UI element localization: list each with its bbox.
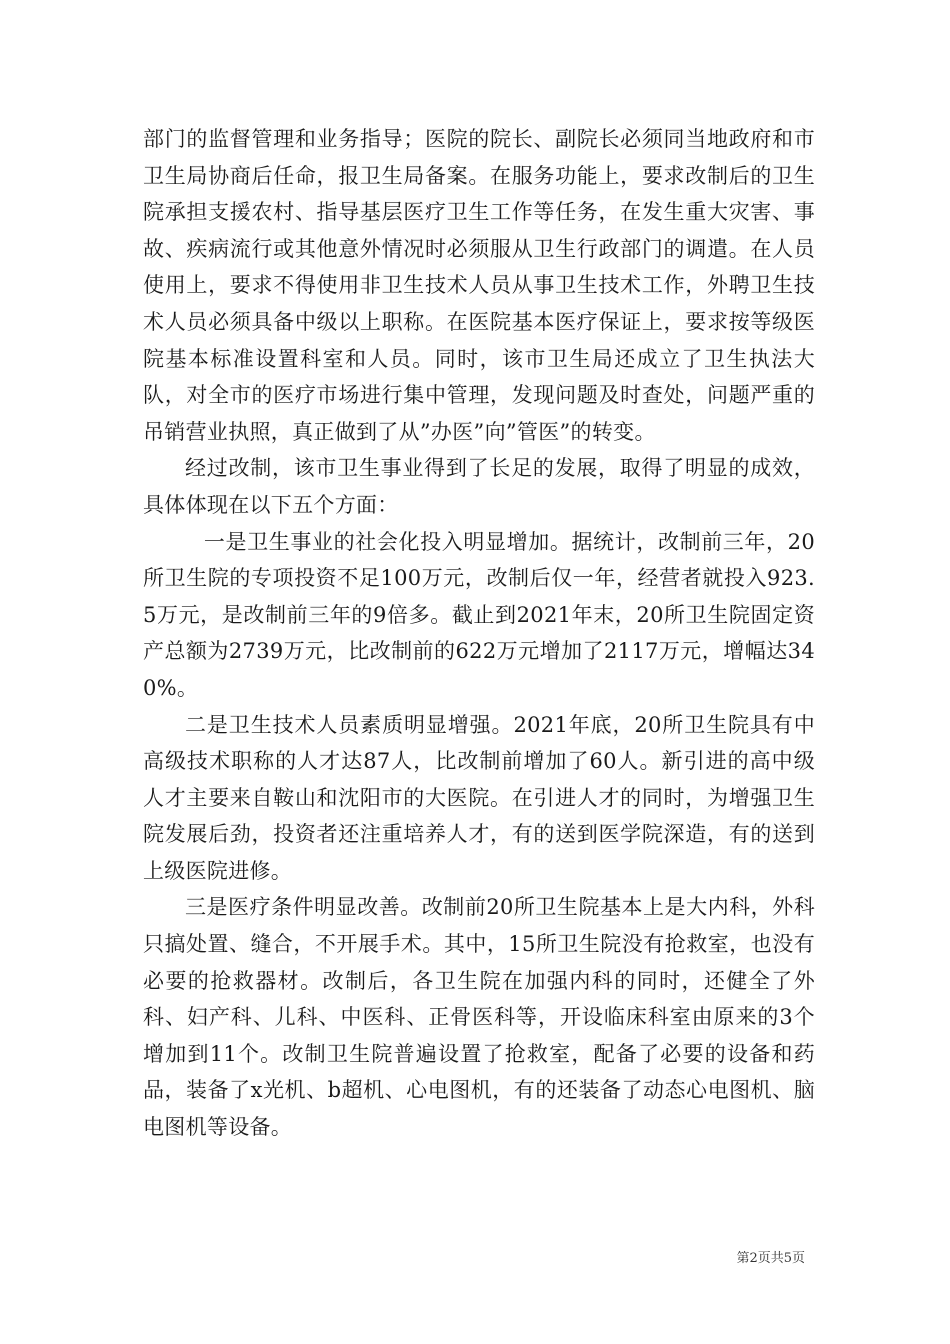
paragraph-point-one: 一是卫生事业的社会化投入明显增加。据统计，改制前三年，20所卫生院的专项投资不足100万元，改制后仅一年，经营者就投入923.5万元，是改制前三年的9倍多。截止到2021年末，20所卫生院固定资产总额为2739万元，比改制前的622万元增加了2117万元，增幅达340%。	[143, 529, 815, 700]
paragraph-point-three: 三是医疗条件明显改善。改制前20所卫生院基本上是大内科，外科只搞处置、缝合，不开展手术。其中，15所卫生院没有抢救室，也没有必要的抢救器材。改制后，各卫生院在加强内科的同时，还健全了外科、妇产科、儿科、中医科、正骨医科等，开设临床科室由原来的3个增加到11个。改制卫生院普遍设置了抢救室，配备了必要的设备和药品，装备了x光机、b超机、心电图机，有的还装备了动态心电图机、脑电图机等设备。	[143, 895, 815, 1140]
paragraph-point-two: 二是卫生技术人员素质明显增强。2021年底，20所卫生院具有中高级技术职称的人才达87人，比改制前增加了60人。新引进的高中级人才主要来自鞍山和沈阳市的大医院。在引进人才的同时，为增强卫生院发展后劲，投资者还注重培养人才，有的送到医学院深造，有的送到上级医院进修。	[143, 712, 815, 883]
paragraph-summary: 经过改制，该市卫生事业得到了长足的发展，取得了明显的成效，具体体现在以下五个方面：	[143, 456, 815, 517]
page-number-footer: 第2页共5页	[736, 1251, 805, 1266]
paragraph-continuation: 部门的监督管理和业务指导；医院的院长、副院长必须同当地政府和市卫生局协商后任命，报卫生局备案。在服务功能上，要求改制后的卫生院承担支援农村、指导基层医疗卫生工作等任务，在发生重大灾害、事故、疾病流行或其他意外情况时必须服从卫生行政部门的调遣。在人员使用上，要求不得使用非卫生技术人员从事卫生技术工作，外聘卫生技术人员必须具备中级以上职称。在医院基本医疗保证上，要求按等级医院基本标准设置科室和人员。同时，该市卫生局还成立了卫生执法大队，对全市的医疗市场进行集中管理，发现问题及时查处，问题严重的吊销营业执照，真正做到了从”办医”向”管医”的转变。	[143, 127, 815, 444]
document-body	[143, 121, 815, 1146]
